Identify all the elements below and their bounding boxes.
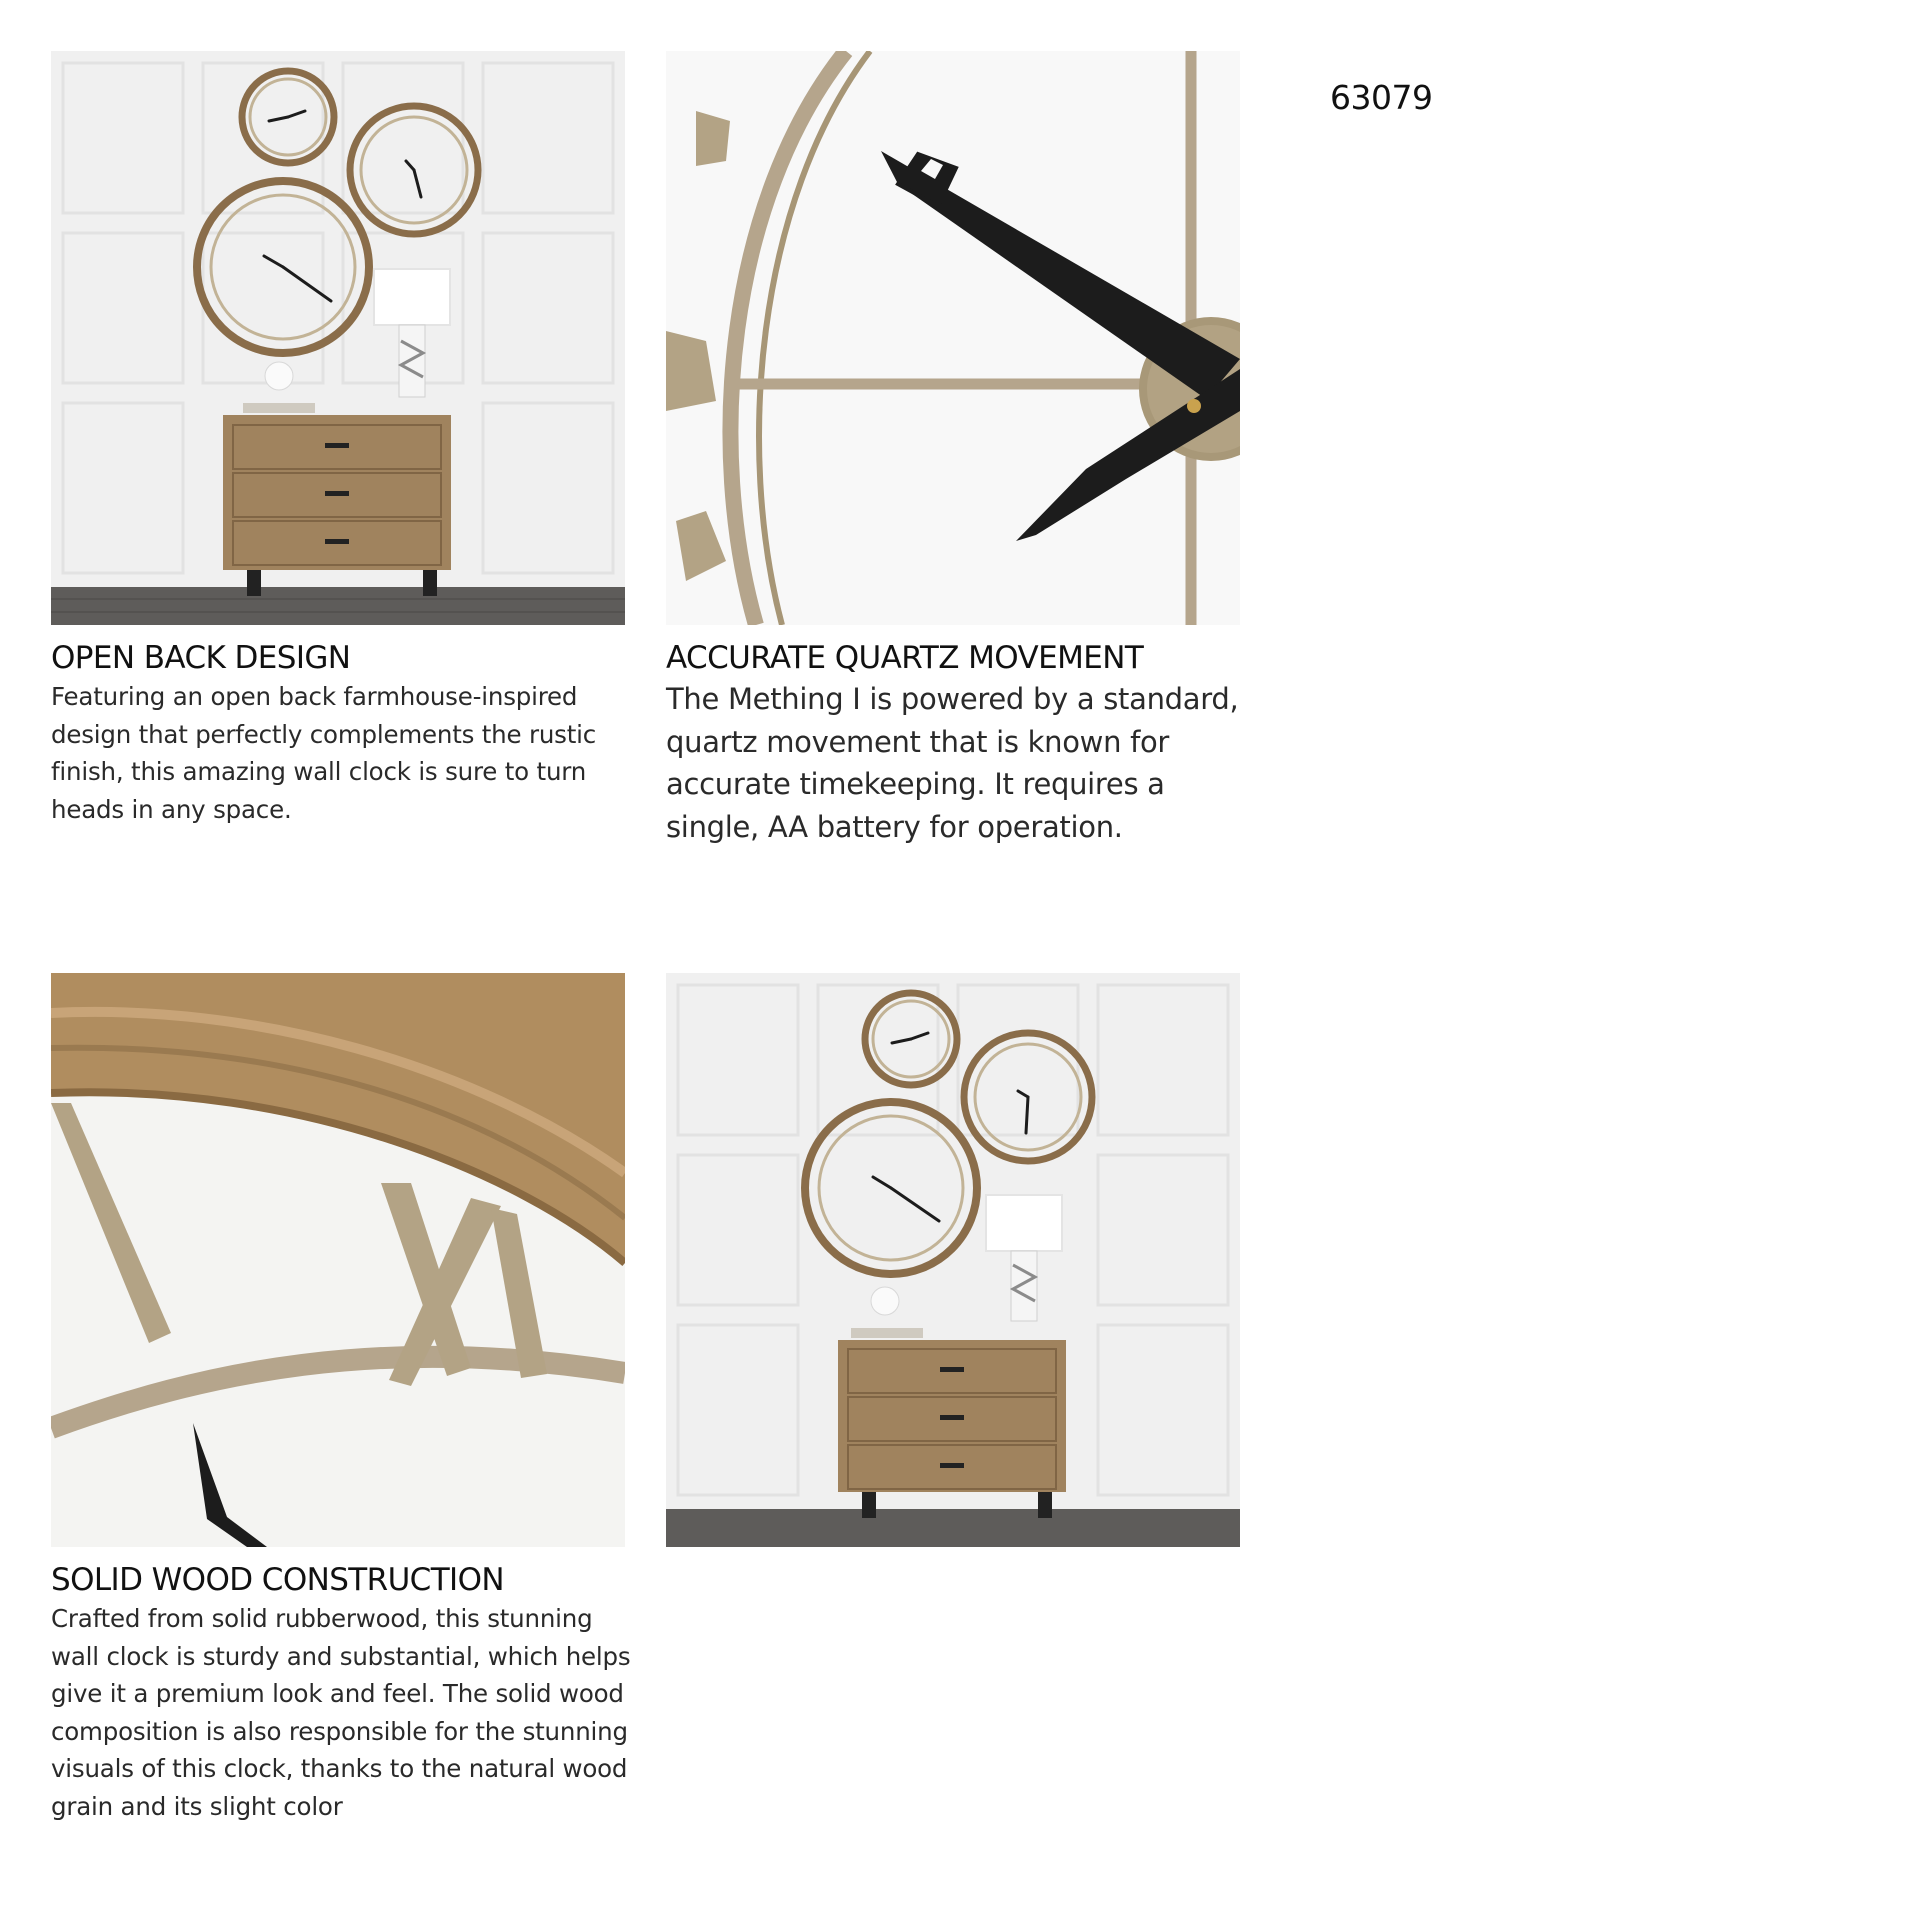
product-sku: 63079 [1330,78,1433,117]
feature-title: SOLID WOOD CONSTRUCTION [51,1562,504,1598]
feature-description: Crafted from solid rubberwood, this stunning wall clock is sturdy and substantial, which helps give it a premium look and feel. The solid wood composition is also responsible for the stunning visuals of this clock, thanks to the natural wood grain and its slight color [51,1604,631,1821]
wood-rim-closeup-photo [51,973,625,1547]
room-scene-photo-alt [666,973,1240,1547]
feature-title: ACCURATE QUARTZ MOVEMENT [666,640,1144,676]
feature-description: Featuring an open back farmhouse-inspired design that perfectly complements the rustic finish, this amazing wall clock is sure to turn heads in any space. [51,682,596,824]
feature-solid-wood [51,1562,641,1825]
feature-description: The Mething I is powered by a standard, quartz movement that is known for accurate timekeeping. It requires a single, AA battery for operation. [666,682,1239,844]
quartz-movement-closeup-photo [666,51,1240,625]
feature-quartz-movement [666,640,1266,848]
feature-open-back [51,640,641,828]
feature-title: OPEN BACK DESIGN [51,640,351,676]
room-scene-photo [51,51,625,625]
